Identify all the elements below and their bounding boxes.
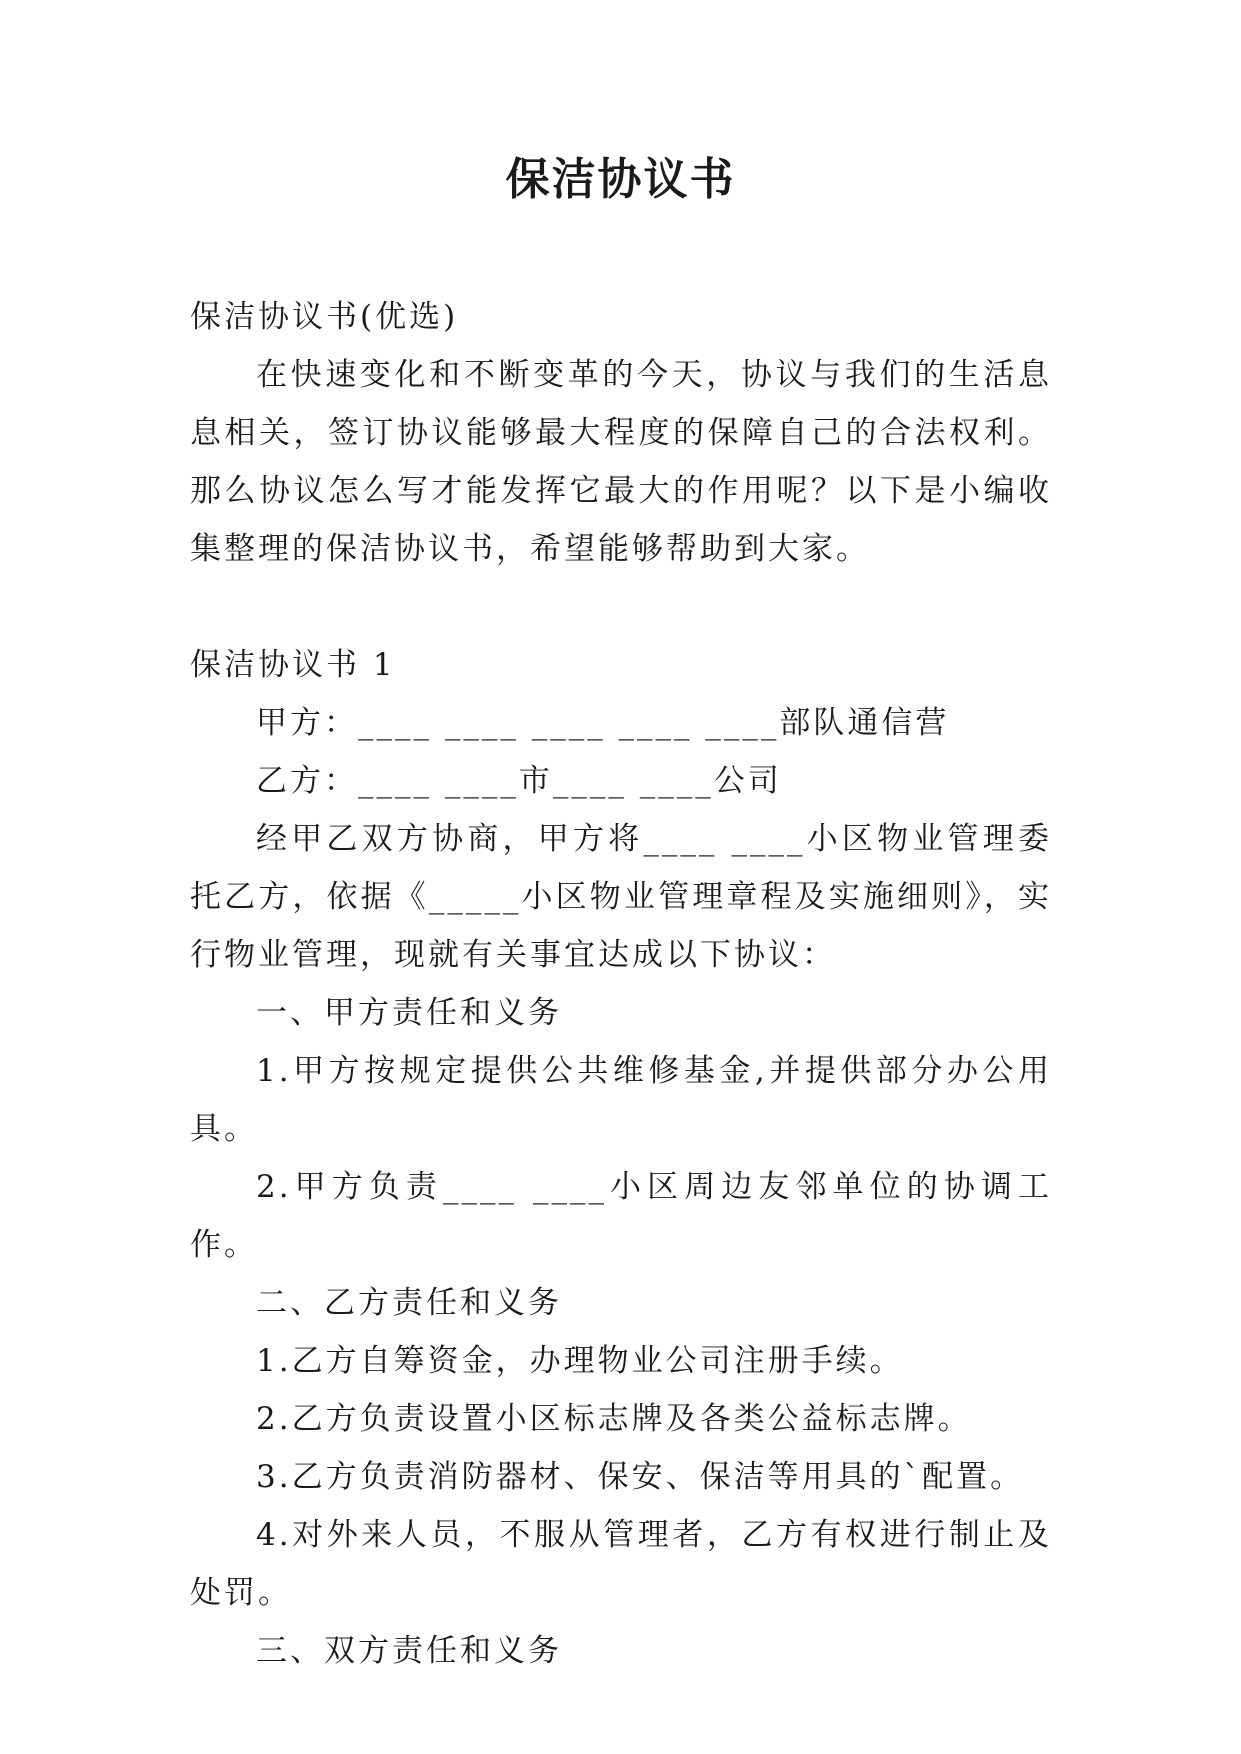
preamble-paragraph: 经甲乙双方协商，甲方将____ ____小区物业管理委托乙方，依据《_____小区物业管理章程及实施细则》，实行物业管理，现就有关事宜达成以下协议： (190, 821, 1052, 973)
party-a-line: 甲方：____ ____ ____ ____ ____部队通信营 (256, 705, 950, 741)
clause-b-item: 2.乙方负责设置小区标志牌及各类公益标志牌。 (256, 1401, 972, 1437)
clause-b-item: 4.对外来人员，不服从管理者，乙方有权进行制止及处罚。 (190, 1517, 1052, 1611)
intro-paragraph: 在快速变化和不断变革的今天，协议与我们的生活息息相关，签订协议能够最大程度的保障自己的合法权利。那么协议怎么写才能发挥它最大的作用呢？以下是小编收集整理的保洁协议书，希望能够帮助到大家。 (190, 357, 1052, 567)
document-body (190, 288, 1052, 1680)
section-heading: 保洁协议书 1 (190, 647, 396, 683)
clause-c-heading: 三、双方责任和义务 (256, 1633, 562, 1669)
clause-a-item: 2.甲方负责____ ____小区周边友邻单位的协调工作。 (190, 1169, 1052, 1263)
document-subtitle: 保洁协议书(优选) (190, 299, 459, 335)
clause-a-heading: 一、甲方责任和义务 (256, 995, 562, 1031)
document-title: 保洁协议书 (505, 154, 736, 205)
clause-b-item: 3.乙方负责消防器材、保安、保洁等用具的`配置。 (256, 1459, 1025, 1495)
clause-b-item: 1.乙方自筹资金，办理物业公司注册手续。 (256, 1343, 904, 1379)
clause-b-heading: 二、乙方责任和义务 (256, 1285, 562, 1321)
clause-a-item: 1.甲方按规定提供公共维修基金,并提供部分办公用具。 (190, 1053, 1052, 1147)
party-b-line: 乙方：____ ____市____ ____公司 (256, 763, 782, 799)
